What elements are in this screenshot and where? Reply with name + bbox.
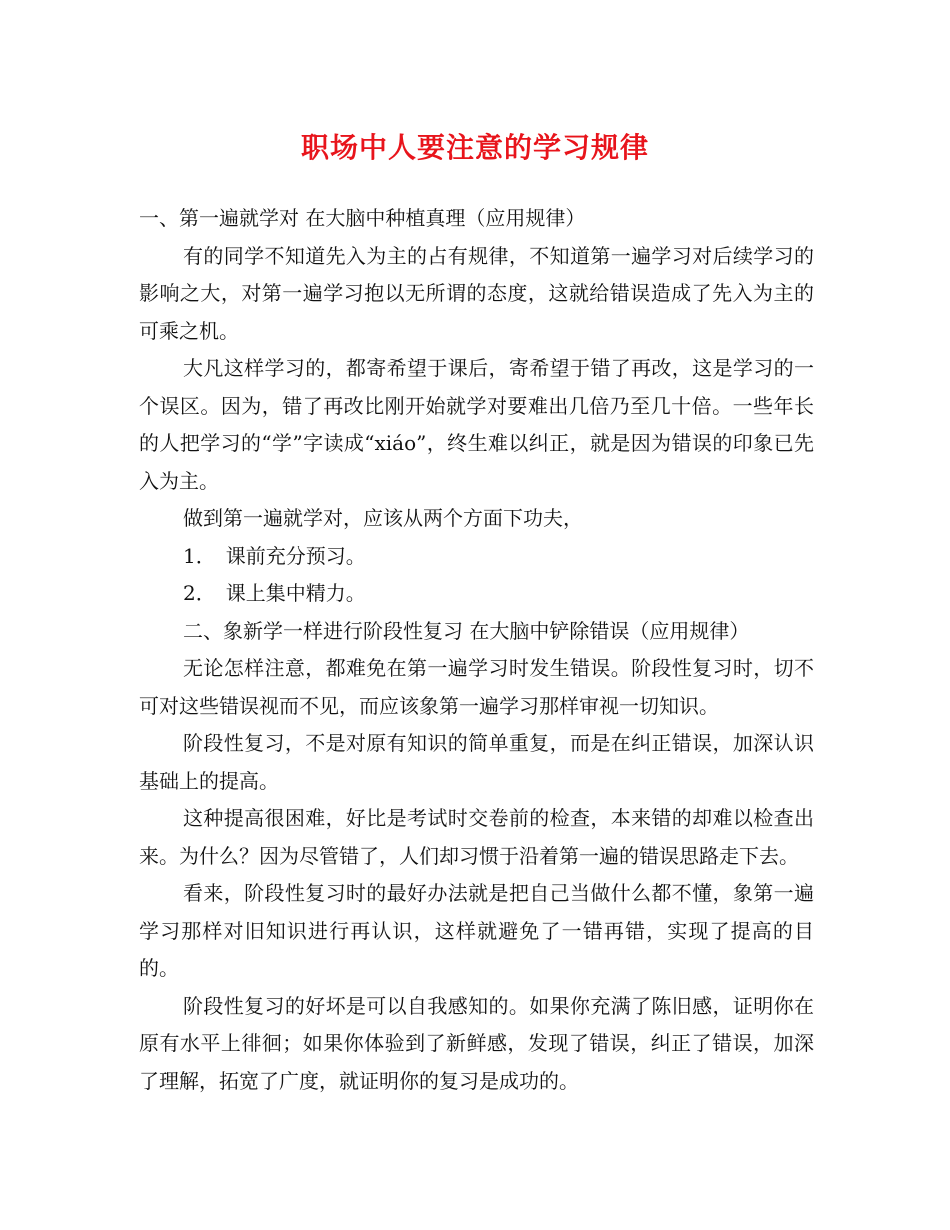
paragraph: 有的同学不知道先入为主的占有规律，不知道第一遍学习对后续学习的影响之大，对第一遍学习抱以无所谓的态度，这就给错误造成了先入为主的可乘之机。 xyxy=(139,243,814,343)
list-item: 1． 课前充分预习。 xyxy=(183,543,366,568)
paragraph: 做到第一遍就学对，应该从两个方面下功夫， xyxy=(183,506,583,530)
list-item: 2． 课上集中精力。 xyxy=(183,581,366,605)
paragraph: 看来，阶段性复习时的最好办法就是把自己当做什么都不懂，象第一遍学习那样对旧知识进行再认识，这样就避免了一错再错，实现了提高的目的。 xyxy=(139,881,814,980)
section-heading-2: 二、象新学一样进行阶段性复习 在大脑中铲除错误（应用规律） xyxy=(183,618,750,643)
paragraph: 这种提高很困难，好比是考试时交卷前的检查，本来错的却难以检查出来。为什么？因为尽管错了，人们却习惯于沿着第一遍的错误思路走下去。 xyxy=(139,806,814,868)
paragraph: 无论怎样注意，都难免在第一遍学习时发生错误。阶段性复习时，切不可对这些错误视而不见，而应该象第一遍学习那样审视一切知识。 xyxy=(139,656,814,718)
section-heading-1: 一、第一遍就学对 在大脑中种植真理（应用规律） xyxy=(139,206,586,230)
paragraph: 阶段性复习的好坏是可以自我感知的。如果你充满了陈旧感，证明你在原有水平上徘徊；如果你体验到了新鲜感，发现了错误，纠正了错误，加深了理解，拓宽了广度，就证明你的复习是成功的。 xyxy=(139,993,814,1093)
document-title: 职场中人要注意的学习规律 xyxy=(300,131,649,164)
document-body xyxy=(139,200,814,1100)
paragraph: 阶段性复习，不是对原有知识的简单重复，而是在纠正错误，加深认识基础上的提高。 xyxy=(139,731,814,793)
paragraph: 大凡这样学习的，都寄希望于课后，寄希望于错了再改，这是学习的一个误区。因为，错了再改比刚开始就学对要难出几倍乃至几十倍。一些年长的人把学习的“学”字读成“xiáo”，终生难以纠正，就是因为错误的印象已先入为主。 xyxy=(139,356,814,493)
